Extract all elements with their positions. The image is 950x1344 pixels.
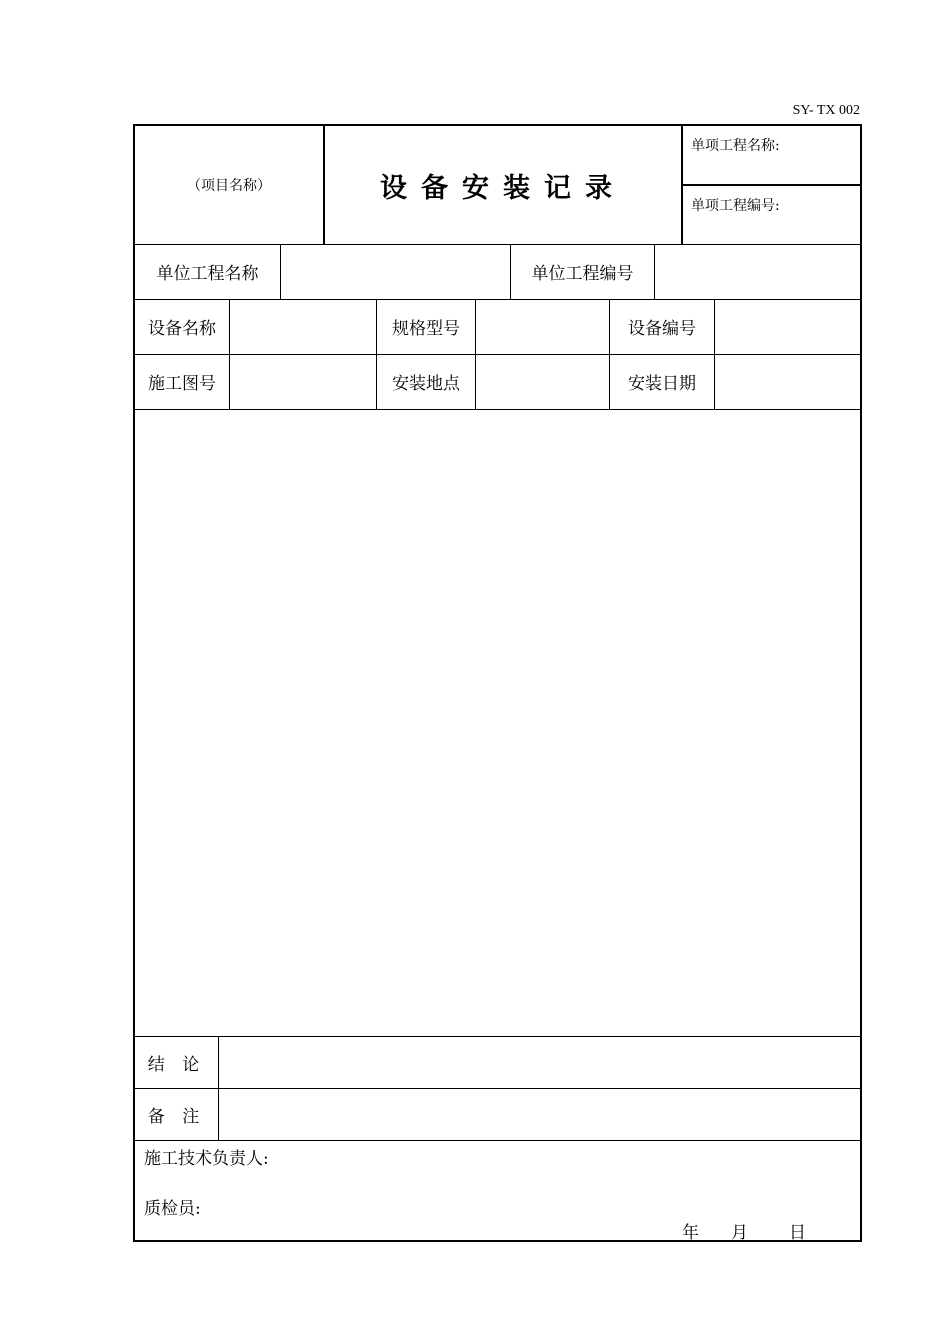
year-label: 年: [682, 1223, 699, 1243]
equipment-number-field[interactable]: [715, 299, 862, 354]
install-location-label: 安装地点: [392, 374, 460, 394]
month-label: 月: [731, 1223, 748, 1243]
equipment-number-label: 设备编号: [628, 319, 696, 339]
remarks-field[interactable]: [219, 1088, 862, 1140]
day-label: 日: [789, 1223, 806, 1243]
spec-model-field[interactable]: [476, 299, 609, 354]
install-location-field[interactable]: [476, 354, 609, 409]
spec-model-label: 规格型号: [392, 319, 460, 339]
equipment-name-field[interactable]: [230, 299, 376, 354]
unit-name-field[interactable]: [281, 244, 510, 299]
install-record-content[interactable]: [135, 410, 862, 1036]
remarks-label: 备 注: [147, 1106, 206, 1127]
unit-number-label: 单位工程编号: [531, 264, 634, 284]
conclusion-field[interactable]: [219, 1036, 862, 1088]
unit-name-label: 单位工程名称: [156, 264, 259, 284]
unit-number-field[interactable]: [655, 244, 862, 299]
row-divider: [135, 1140, 860, 1141]
tech-lead-label: 施工技术负责人:: [144, 1149, 269, 1169]
project-name-label: （项目名称）: [187, 178, 271, 194]
conclusion-label: 结 论: [147, 1054, 206, 1075]
install-date-field[interactable]: [715, 354, 862, 409]
single-project-number-label: 单项工程编号:: [691, 198, 780, 214]
drawing-number-field[interactable]: [230, 354, 376, 409]
form-code: SY- TX 002: [792, 103, 860, 118]
install-date-label: 安装日期: [628, 374, 696, 394]
record-form: [133, 124, 862, 1242]
single-project-name-label: 单项工程名称:: [691, 138, 780, 154]
form-title: 设备安装记录: [380, 172, 626, 204]
inspector-signature[interactable]: [215, 1194, 515, 1220]
equipment-name-label: 设备名称: [148, 319, 216, 339]
tech-lead-signature[interactable]: [455, 1144, 755, 1170]
inspector-label: 质检员:: [144, 1199, 201, 1219]
drawing-number-label: 施工图号: [148, 374, 216, 394]
